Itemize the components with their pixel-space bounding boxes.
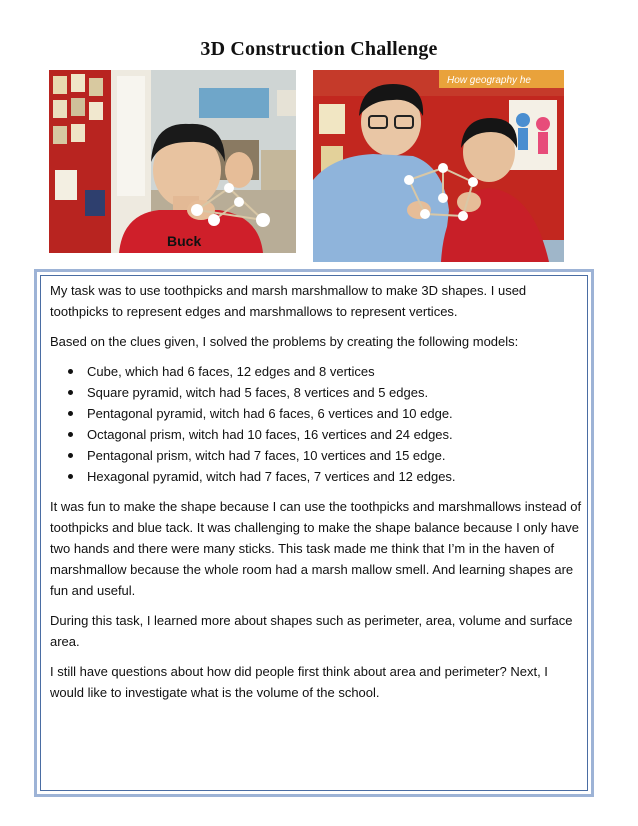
bullet-icon — [68, 474, 73, 479]
bullet-icon — [68, 390, 73, 395]
learned-paragraph: During this task, I learned more about shapes such as perimeter, area, volume and surface area. — [50, 613, 573, 649]
list-item: Square pyramid, witch had 5 faces, 8 vertices and 5 edges. — [50, 382, 585, 403]
list-item: Pentagonal pyramid, witch had 6 faces, 6 vertices and 10 edge. — [50, 403, 585, 424]
models-list — [50, 361, 585, 487]
banner-text: How geography he — [447, 75, 531, 86]
fun-paragraph: It was fun to make the shape because I can use the toothpicks and marshmallows instead of toothpicks and blue tack. It was challenging to make the shape balance because I only have two hands and there were many sticks. This task made me think that I’m in the haven of marshmallow because the whole room had a marsh mallow smell. And learning shapes are fun and useful. — [50, 499, 582, 598]
reflection-text — [50, 280, 585, 712]
list-item: Cube, which had 6 faces, 12 edges and 8 vertices — [50, 361, 585, 382]
questions-paragraph: I still have questions about how did people first think about area and perimeter? Next, I would like to investigate what is the volume of the school. — [50, 664, 548, 700]
shirt-text: Buck — [167, 233, 202, 249]
clues-paragraph: Based on the clues given, I solved the problems by creating the following models: — [50, 334, 519, 349]
intro-paragraph: My task was to use toothpicks and marsh marshmallow to make 3D shapes. I used toothpicks to represent edges and marshmallows to represent vertices. — [50, 283, 527, 319]
list-item: Hexagonal pyramid, witch had 7 faces, 7 vertices and 12 edges. — [50, 466, 585, 487]
list-item: Octagonal prism, witch had 10 faces, 16 vertices and 24 edges. — [50, 424, 585, 445]
photo-two-students-with-model — [313, 70, 564, 262]
photo-student-with-model — [49, 70, 296, 253]
bullet-icon — [68, 432, 73, 437]
page-title: 3D Construction Challenge — [200, 38, 438, 60]
bullet-icon — [68, 369, 73, 374]
bullet-icon — [68, 453, 73, 458]
bullet-icon — [68, 411, 73, 416]
list-item: Pentagonal prism, witch had 7 faces, 10 vertices and 15 edge. — [50, 445, 585, 466]
